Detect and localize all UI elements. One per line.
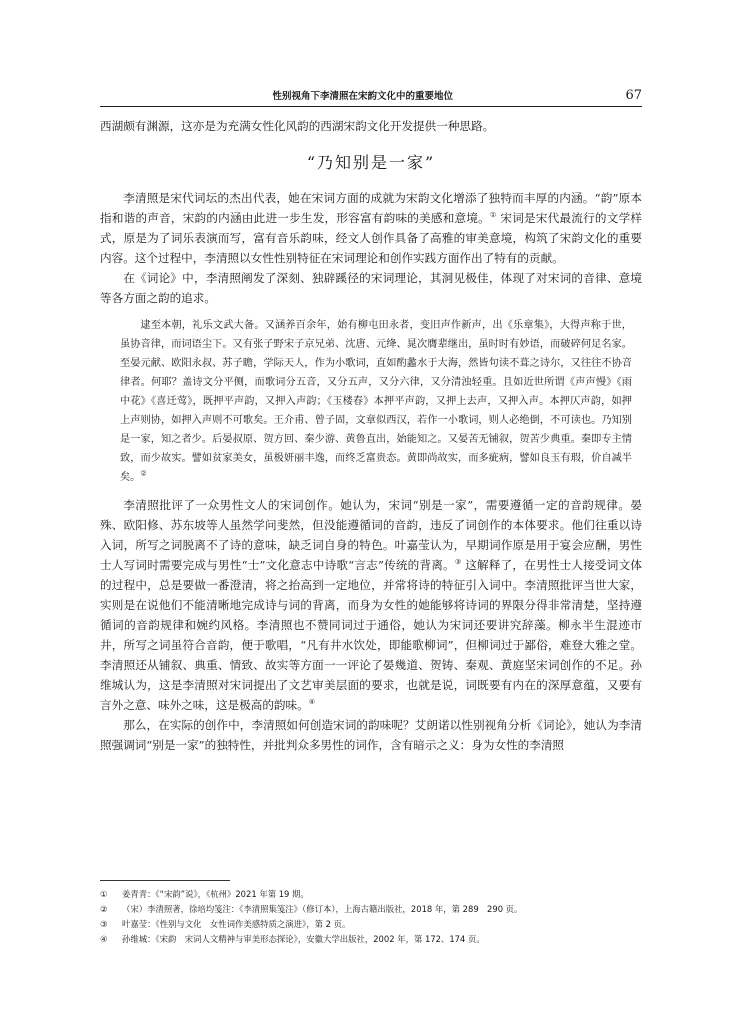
paragraph-3-text: 李清照批评了一众男性文人的宋词创作。她认为，宋词“别是一家”，需要遵循一定的音韵规律。晏殊、欧阳修、苏东坡等人虽然学问斐然，但没能遵循词的音韵，违反了词创作的本体要求。他们往重以诗入词，所写之词脱离不了诗的意味，缺乏词自身的特色。叶嘉莹认为，早期词作原是用于宴会应酬，男性士人写词时需要完成与男性“士”文化意志中诗歌“言志”传统的背离。 [100,498,642,572]
footnote-divider [100,880,230,881]
main-text [100,116,642,755]
footnote-number: ④ [100,934,108,944]
footnote-number: ③ [100,919,108,929]
footnote-ref-2[interactable]: ② [140,469,147,478]
footnote-ref-3[interactable]: ③ [454,558,462,567]
paragraph-1-text: 李清照是宋代词坛的杰出代表，她在宋词方面的成就为宋韵文化增添了独特而丰厚的内涵。“韵”原本指和谐的声音，宋韵的内涵由此进一步生发，形容富有韵味的美感和意境。 [100,191,642,225]
paragraph-3 [100,495,642,715]
footnote-item [100,887,642,902]
paragraph-1-text-cont: 宋词是宋代最流行的文学样式，原是为了词乐表演而写，富有音乐韵味，经文人创作具备了高雅的审美意境，构筑了宋韵文化的重要内容。这个过程中，李清照以女性性别特征在宋词理论和创作实践方面作出了特有的贡献。 [100,211,642,265]
footnotes [100,887,642,947]
section-title: “乃知别是一家” [306,153,436,172]
running-title: 性别视角下李清照在宋韵文化中的重要地位 [272,91,453,102]
footnote-number: ② [100,904,108,914]
footnote-number: ① [100,889,108,899]
lead-paragraph: 西湖颇有渊源，这亦是为充满女性化风韵的西湖宋韵文化开发提供一种思路。 [100,119,495,133]
footnote-item [100,932,642,947]
footnote-text: （宋）李清照著，徐培均笺注：《李清照集笺注》（修订本），上海古籍出版社，2018 年，第 289 290 页。 [122,904,523,914]
paragraph-2: 在《词论》中，李清照阐发了深刻、独辟蹊径的宋词理论，其洞见极佳，体现了对宋词的音律、意境等各方面之韵的追求。 [100,271,642,305]
footnote-ref-1[interactable]: ① [489,211,497,220]
block-quote-text: 逮至本朝，礼乐文武大备。又涵养百余年，始有柳屯田永者，变旧声作新声，出《乐章集》，大得声称于世，虽协音律，而词语尘下。又有张子野宋子京兄弟、沈唐、元绛、晁次膺辈继出，虽时时有妙语，而破碎何足名家。至晏元献、欧阳永叔、苏子瞻，学际天人，作为小歌词，直如酌蠡水于大海，然皆句读不葺之诗尔，又往往不协音律者。何耶？盖诗文分平侧，而歌词分五音，又分五声，又分六律，又分清浊轻重。且如近世所谓《声声慢》《雨中花》《喜迁莺》，既押平声韵，又押入声韵；《玉楼春》本押平声韵，又押上去声，又押入声。本押仄声韵，如押上声则协，如押入声则不可歌矣。王介甫、曾子固，文章似西汉，若作一小歌词，则人必绝倒，不可读也。乃知别是一家，知之者少。后晏叔原、贺方回、秦少游、黄鲁直出，始能知之。又晏苦无铺叙，贺苦少典重。秦即专主情致，而少故实。譬如贫家美女，虽极妍丽丰逸，而终乏富贵态。黄即尚故实，而多疵病，譬如良玉有瑕，价自减半矣。 [120,320,632,483]
footnote-item [100,917,642,932]
paragraph-1 [100,188,642,268]
block-quote [120,316,632,487]
footnote-ref-4[interactable]: ④ [308,698,315,707]
footnote-text: 姜青青：《“宋韵”说》，《杭州》2021 年第 19 期。 [122,889,309,899]
footnote-item [100,902,642,917]
footnote-text: 叶嘉莹：《性别与文化 女性词作美感特质之演进》，第 2 页。 [122,919,351,929]
footnote-text: 孙维城：《宋韵 宋词人文精神与审美形态探论》，安徽大学出版社，2002 年，第 172、174 页。 [122,934,485,944]
paragraph-4: 那么，在实际的创作中，李清照如何创造宋词的韵味呢？艾朗诺以性别视角分析《词论》，她认为李清照强调词“别是一家”的独特性，并批判众多男性的词作，含有暗示之义：身为女性的李清照 [100,718,642,752]
page-number: 67 [625,88,642,103]
running-header [100,84,642,107]
paragraph-3-text-cont: 这解释了，在男性士人接受词文体的过程中，总是要做一番澄清，将之抬高到一定地位，并常将诗的特征引入词中。李清照批评当世大家，实则是在说他们不能清晰地完成诗与词的背离，而身为女性的她能够将诗词的界限分得非常清楚，坚持遵循词的音韵规律和婉约风格。李清照也不赞同词过于通俗，她认为宋词还要讲究辞藻。柳永半生混迹市井，所写之词虽符合音韵，便于歌唱，“凡有井水饮处，即能歌柳词”，但柳词过于鄙俗，难登大雅之堂。李清照还从铺叙、典重、情致、故实等方面一一评论了晏幾道、贺铸、秦观、黄庭坚宋词创作的不足。孙维城认为，这是李清照对宋词提出了文艺审美层面的要求，也就是说，词既要有内在的深厚意蕴，又要有言外之意、味外之味，这是极高的韵味。 [100,558,642,712]
